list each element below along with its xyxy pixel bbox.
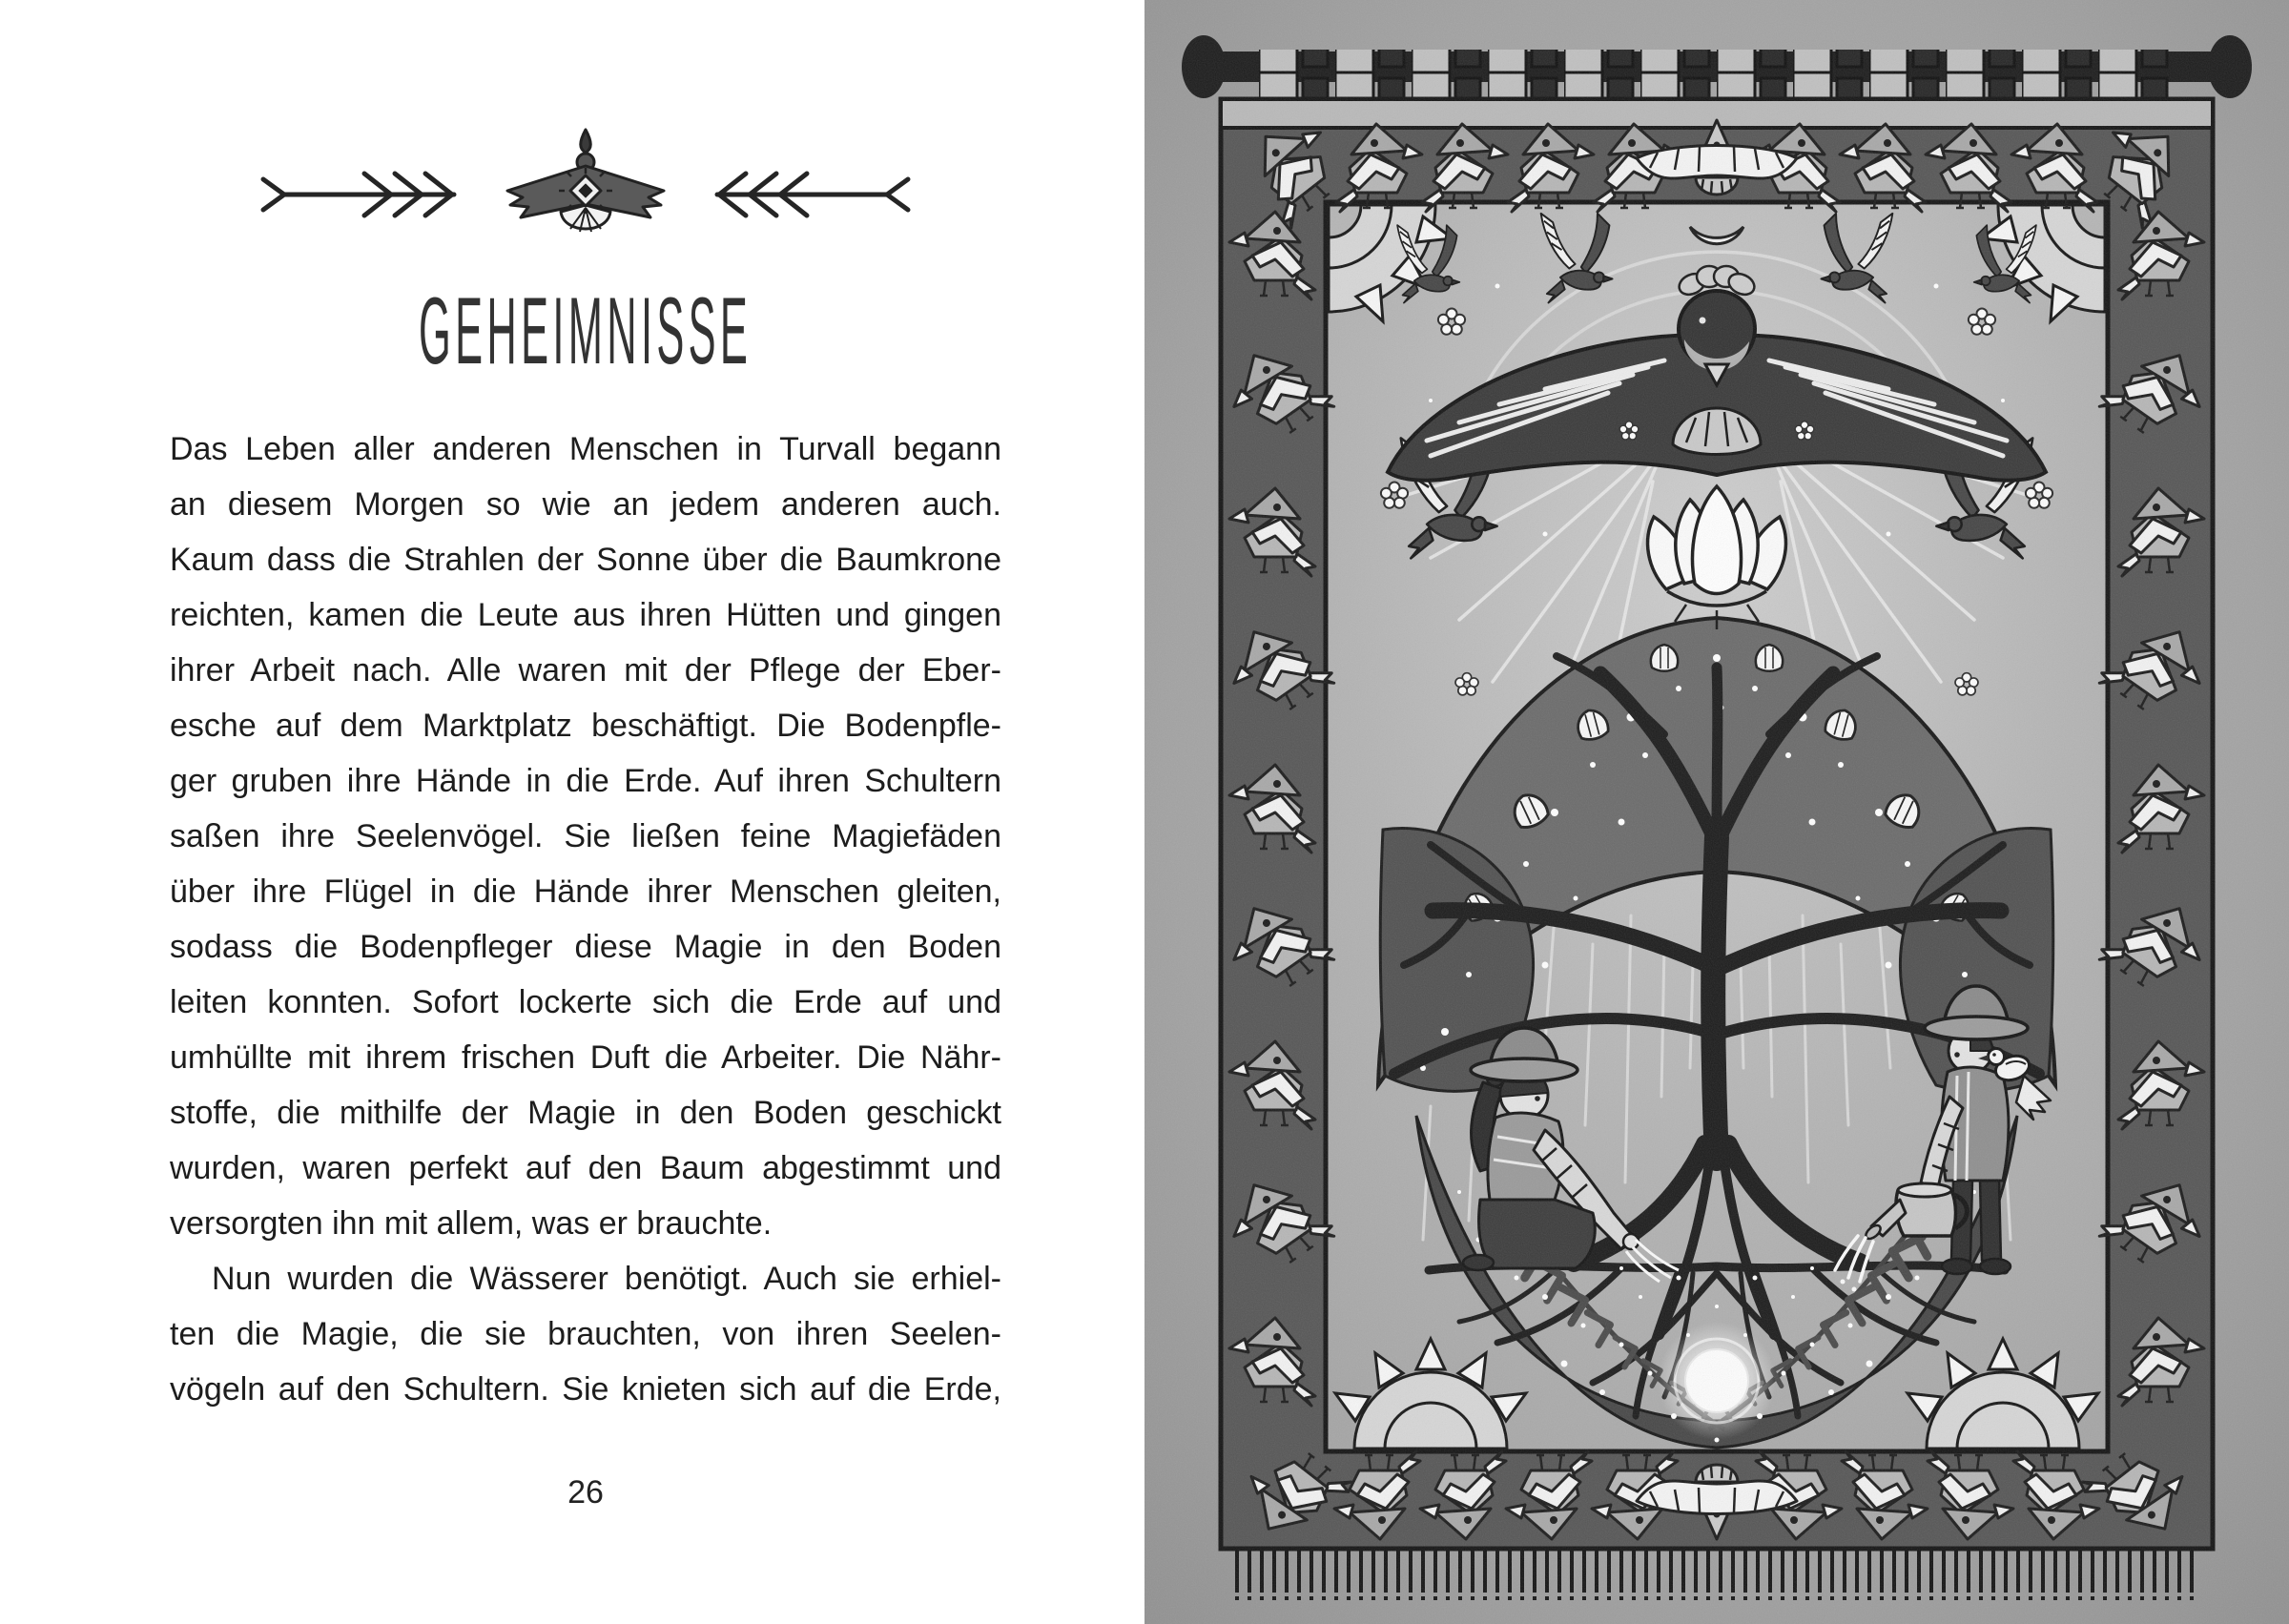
text-line: Das Leben aller anderen Menschen in Turvall begann (170, 431, 1001, 467)
text-line: ten die Magie, die sie brauchten, von ihren Seelen- (170, 1316, 1001, 1352)
thunderbird-with-arrows-ornament-icon (170, 111, 1001, 263)
chapter-title (170, 277, 1001, 384)
fabric-texture-overlay (1144, 0, 2289, 1624)
left-arrow-icon (263, 174, 454, 216)
text-line: leiten konnten. Sofort lockerte sich die Erde auf und (170, 984, 1001, 1020)
text-line: esche auf dem Marktplatz beschäftigt. Die Bodenpfle- (170, 708, 1001, 744)
illustration-page (1144, 0, 2289, 1624)
tapestry-illustration (1144, 0, 2289, 1624)
text-line: sodass die Bodenpfleger diese Magie in den Boden (170, 929, 1001, 965)
thunderbird-icon (507, 130, 664, 232)
text-line: ihrer Arbeit nach. Alle waren mit der Pflege der Eber- (170, 652, 1001, 689)
text-line: ger gruben ihre Hände in die Erde. Auf ihren Schultern (170, 763, 1001, 799)
text-line: wurden, waren perfekt auf den Baum abgestimmt und (170, 1150, 1001, 1186)
text-line: Kaum dass die Strahlen der Sonne über die Baumkrone (170, 542, 1001, 578)
text-line: an diesem Morgen so wie an jedem anderen auch. (170, 486, 1001, 523)
page-number: 26 (567, 1474, 604, 1511)
text-line: vögeln auf den Schultern. Sie knieten sich auf die Erde, (170, 1371, 1001, 1408)
right-arrow-icon (717, 174, 908, 216)
text-line: reichten, kamen die Leute aus ihren Hütten und gingen (170, 597, 1001, 633)
chapter-title-text: GEHEIMNISSE (419, 278, 753, 384)
text-line: stoffe, die mithilfe der Magie in den Boden geschickt (170, 1095, 1001, 1131)
text-page (0, 0, 1144, 1624)
text-line: umhüllte mit ihrem frischen Duft die Arbeiter. Die Nähr- (170, 1039, 1001, 1076)
text-line: über ihre Flügel in die Hände ihrer Menschen gleiten, (170, 874, 1001, 910)
text-line: versorgten ihn mit allem, was er brauchte. (170, 1205, 773, 1242)
text-line: saßen ihre Seelenvögel. Sie ließen feine Magiefäden (170, 818, 1001, 854)
text-line: Nun wurden die Wässerer benötigt. Auch sie erhiel- (212, 1261, 1001, 1297)
body-text (170, 421, 1001, 1417)
